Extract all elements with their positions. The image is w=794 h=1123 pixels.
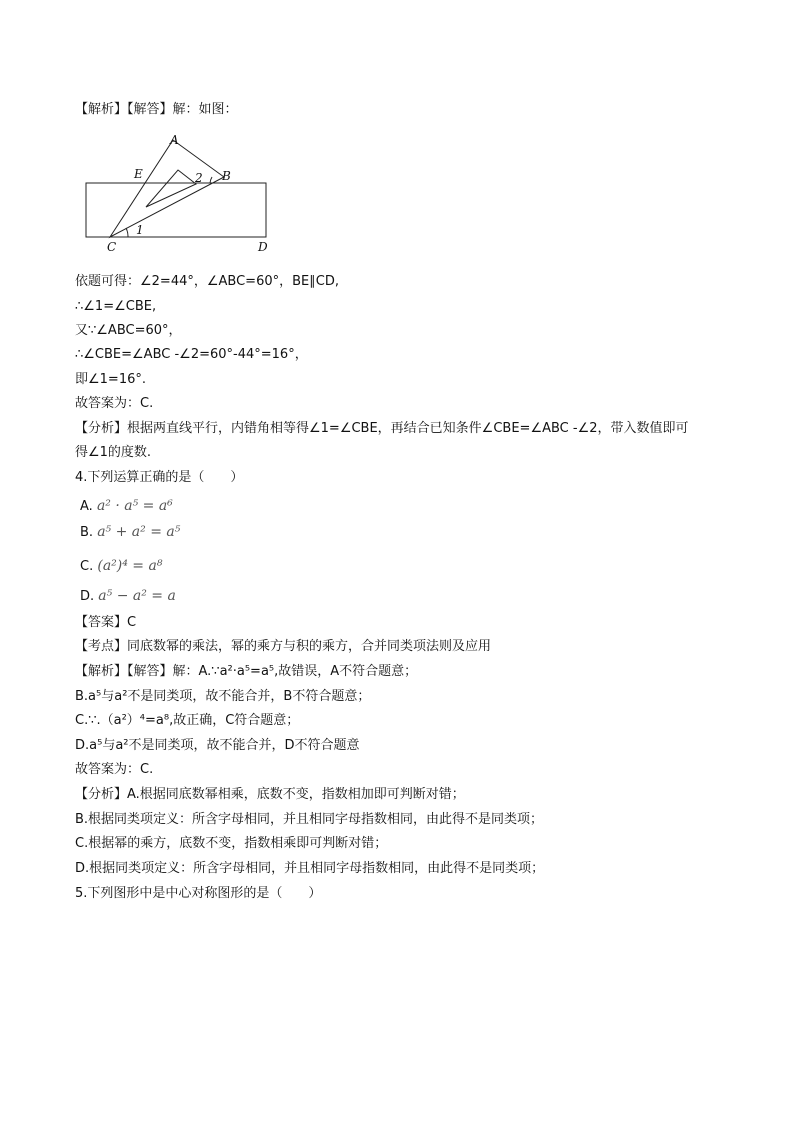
q3-line: ∴∠CBE=∠ABC -∠2=60°-44°=16°，: [75, 347, 308, 362]
q3-analysis: 【分析】根据两直线平行，内错角相等得∠1=∠CBE，再结合已知条件∠CBE=∠ABC -∠2，带入数值即可: [75, 421, 689, 436]
option-b-expr: a⁵ + a² = a⁵: [97, 524, 181, 540]
option-a-expr: a² · a⁵ = a⁶: [96, 498, 173, 514]
q4-analysis-line: 【解析】【解答】解：A.∵a²·a⁵=a⁵,故错误，A不符合题意；: [75, 664, 418, 679]
option-d-expr: a⁵ − a² = a: [98, 588, 176, 604]
label-C: C: [107, 240, 117, 254]
q3-line: ∴∠1=∠CBE,: [75, 299, 157, 314]
option-b-prefix: B.: [80, 525, 94, 540]
angle-2-arc: [210, 177, 212, 183]
question-4-stem: 4.下列运算正确的是（ ）: [75, 470, 244, 485]
q4-analysis-line: B.根据同类项定义：所含字母相同，并且相同字母指数相同，由此得不是同类项；: [75, 812, 544, 827]
q4-analysis-line: C.∵.（a²）⁴=a⁸,故正确，C符合题意；: [75, 713, 300, 728]
kaodian-label: 【考点】同底数幂的乘法，幂的乘方与积的乘方，合并同类项法则及应用: [75, 639, 492, 654]
q4-analysis-line: B.a⁵与a²不是同类项，故不能合并，B不符合题意；: [75, 689, 371, 704]
q3-analysis: 得∠1的度数.: [75, 445, 152, 460]
option-c: [80, 557, 162, 576]
option-a-prefix: A.: [80, 499, 93, 514]
label-angle-1: 1: [136, 223, 144, 237]
option-b: [80, 523, 180, 542]
label-B: B: [222, 169, 231, 183]
option-d-prefix: D.: [80, 589, 95, 604]
q4-analysis-line: D.a⁵与a²不是同类项，故不能合并，D不符合题意: [75, 738, 360, 753]
q3-line: 依题可得：∠2=44°，∠ABC=60°，BE∥CD,: [75, 274, 339, 289]
ruler-rectangle: [86, 183, 266, 237]
geometry-figure: [80, 133, 280, 258]
q4-analysis-line: 故答案为：C.: [75, 762, 154, 777]
option-c-expr: (a²)⁴ = a⁸: [97, 558, 163, 574]
angle-1-arc: [126, 228, 128, 237]
option-c-prefix: C.: [80, 559, 94, 574]
q4-analysis-line: C.根据幂的乘方，底数不变，指数相乘即可判断对错；: [75, 836, 388, 851]
solution-header: 【解析】【解答】解：如图：: [75, 102, 238, 117]
q4-analysis-line: D.根据同类项定义：所含字母相同，并且相同字母指数相同，由此得不是同类项；: [75, 861, 545, 876]
option-a: [80, 497, 173, 516]
option-d: [80, 587, 176, 606]
q3-line: 故答案为：C.: [75, 396, 154, 411]
triangle-set-square: [110, 140, 224, 237]
answer-label: 【答案】C: [75, 615, 137, 630]
q3-line: 即∠1=16°.: [75, 372, 146, 387]
inner-triangle: [146, 170, 196, 207]
q3-line: 又∵∠ABC=60°，: [75, 323, 182, 338]
label-E: E: [134, 167, 143, 181]
label-angle-2: 2: [195, 171, 203, 185]
label-D: D: [258, 240, 268, 254]
label-A: A: [170, 133, 179, 147]
question-5-stem: 5.下列图形中是中心对称图形的是（ ）: [75, 886, 322, 901]
q4-analysis-line: 【分析】A.根据同底数幂相乘，底数不变，指数相加即可判断对错；: [75, 787, 465, 802]
